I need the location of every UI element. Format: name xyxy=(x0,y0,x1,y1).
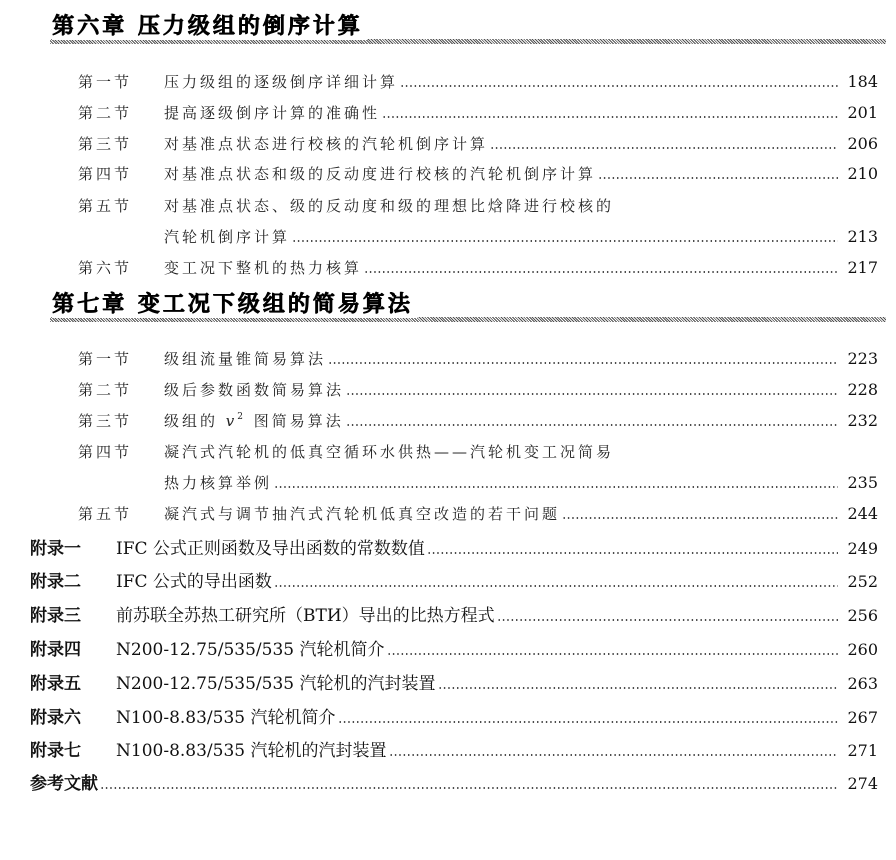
chapter-title: 第七章 变工况下级组的简易算法 xyxy=(52,292,417,318)
toc-entry-continuation[interactable] xyxy=(164,223,878,247)
page-number: 274 xyxy=(847,774,878,793)
toc-entry[interactable] xyxy=(78,192,878,216)
page-number: 260 xyxy=(847,640,878,659)
section-label: 第三节 xyxy=(78,412,133,430)
page-number: 223 xyxy=(847,349,878,368)
dot-leader xyxy=(100,787,838,789)
section-title: 提高逐级倒序计算的准确性 xyxy=(164,104,381,122)
page-number: 228 xyxy=(847,380,878,399)
dot-leader xyxy=(490,147,838,149)
section-title: 对基准点状态、级的反动度和级的理想比焓降进行校核的 xyxy=(164,197,615,215)
section-title: 级后参数函数简易算法 xyxy=(164,381,345,399)
appendix-label: 附录二 xyxy=(30,572,81,592)
section-title-continuation: 汽轮机倒序计算 xyxy=(164,228,291,246)
page-number: 206 xyxy=(847,134,878,153)
dot-leader xyxy=(427,552,838,554)
dot-leader xyxy=(364,271,838,273)
appendix-label: 附录四 xyxy=(30,640,81,660)
page-number: 271 xyxy=(847,741,878,760)
appendix-title: N100-8.83/535 汽轮机简介 xyxy=(116,708,336,728)
toc-entry[interactable] xyxy=(78,160,878,184)
section-title: 级组流量锥简易算法 xyxy=(164,350,327,368)
toc-entry[interactable] xyxy=(78,500,878,524)
page-number: 256 xyxy=(847,606,878,625)
section-title: 变工况下整机的热力核算 xyxy=(164,259,363,277)
section-title-continuation: 热力核算举例 xyxy=(164,474,273,492)
dot-leader xyxy=(400,85,838,87)
section-title: 凝汽式与调节抽汽式汽轮机低真空改造的若干问题 xyxy=(164,505,561,523)
appendix-title: IFC 公式的导出函数 xyxy=(116,572,272,592)
toc-appendix[interactable] xyxy=(30,670,878,694)
appendix-title: 前苏联全苏热工研究所（BTИ）导出的比热方程式 xyxy=(116,606,495,626)
section-title: 对基准点状态进行校核的汽轮机倒序计算 xyxy=(164,135,489,153)
toc-appendix[interactable] xyxy=(30,737,878,761)
toc-entry[interactable] xyxy=(78,254,878,278)
variable-v: v xyxy=(225,412,238,430)
toc-entry-continuation[interactable] xyxy=(164,469,878,493)
page-number: 244 xyxy=(847,504,878,523)
dot-leader xyxy=(274,486,838,488)
appendix-label: 附录五 xyxy=(30,674,81,694)
section-label: 第六节 xyxy=(78,259,133,277)
section-label: 第二节 xyxy=(78,381,133,399)
page-number: 252 xyxy=(847,572,878,591)
toc-entry[interactable] xyxy=(78,438,878,462)
appendix-label: 附录六 xyxy=(30,708,81,728)
section-label: 第一节 xyxy=(78,350,133,368)
page-number: 210 xyxy=(847,164,878,183)
dot-leader xyxy=(274,585,838,587)
dot-leader xyxy=(382,116,838,118)
toc-entry[interactable] xyxy=(78,407,878,431)
dot-leader xyxy=(387,653,839,655)
dot-leader xyxy=(346,424,838,426)
dot-leader xyxy=(328,362,838,364)
toc-entry[interactable] xyxy=(78,345,878,369)
section-label: 第五节 xyxy=(78,197,133,215)
page-number: 217 xyxy=(847,258,878,277)
section-label: 第二节 xyxy=(78,104,133,122)
toc-entry[interactable] xyxy=(78,130,878,154)
toc-appendix[interactable] xyxy=(30,704,878,728)
page-number: 263 xyxy=(847,674,878,693)
title-prefix: 级组的 xyxy=(164,412,226,430)
toc-entry[interactable] xyxy=(78,99,878,123)
page-number: 184 xyxy=(847,72,878,91)
toc-appendix[interactable] xyxy=(30,535,878,559)
chapter-title: 第六章 压力级组的倒序计算 xyxy=(52,14,367,40)
section-title xyxy=(164,407,344,431)
appendix-title: N100-8.83/535 汽轮机的汽封装置 xyxy=(116,741,387,761)
title-suffix: 图简易算法 xyxy=(246,412,344,430)
page-number: 201 xyxy=(847,103,878,122)
chapter-heading xyxy=(30,290,886,326)
toc-appendix[interactable] xyxy=(30,602,878,626)
toc-appendix[interactable] xyxy=(30,636,878,660)
toc-appendix[interactable] xyxy=(30,568,878,592)
section-label: 第三节 xyxy=(78,135,133,153)
dot-leader xyxy=(497,619,838,621)
dot-leader xyxy=(438,687,839,689)
page-number: 232 xyxy=(847,411,878,430)
appendix-label: 附录三 xyxy=(30,606,81,626)
dot-leader xyxy=(389,754,839,756)
appendix-title: N200-12.75/535/535 汽轮机的汽封装置 xyxy=(116,674,436,694)
dot-leader xyxy=(346,393,838,395)
toc-entry[interactable] xyxy=(78,376,878,400)
dot-leader xyxy=(598,177,838,179)
superscript: 2 xyxy=(237,412,246,422)
section-title: 压力级组的逐级倒序详细计算 xyxy=(164,73,399,91)
dot-leader xyxy=(292,240,838,242)
references-label: 参考文献 xyxy=(30,774,98,794)
dot-leader xyxy=(562,517,838,519)
page-number: 249 xyxy=(847,539,878,558)
dot-leader xyxy=(338,721,839,723)
section-title: 凝汽式汽轮机的低真空循环水供热——汽轮机变工况简易 xyxy=(164,443,615,461)
section-label: 第四节 xyxy=(78,165,133,183)
page-number: 267 xyxy=(847,708,878,727)
toc-entry[interactable] xyxy=(78,68,878,92)
section-label: 第五节 xyxy=(78,505,133,523)
appendix-label: 附录一 xyxy=(30,539,81,559)
page-number: 213 xyxy=(847,227,878,246)
appendix-title: N200-12.75/535/535 汽轮机简介 xyxy=(116,640,385,660)
toc-references[interactable] xyxy=(30,770,878,794)
section-label: 第四节 xyxy=(78,443,133,461)
appendix-label: 附录七 xyxy=(30,741,81,761)
section-label: 第一节 xyxy=(78,73,133,91)
page-number: 235 xyxy=(847,473,878,492)
appendix-title: IFC 公式正则函数及导出函数的常数数值 xyxy=(116,539,425,559)
chapter-heading xyxy=(30,12,886,48)
section-title: 对基准点状态和级的反动度进行校核的汽轮机倒序计算 xyxy=(164,165,597,183)
